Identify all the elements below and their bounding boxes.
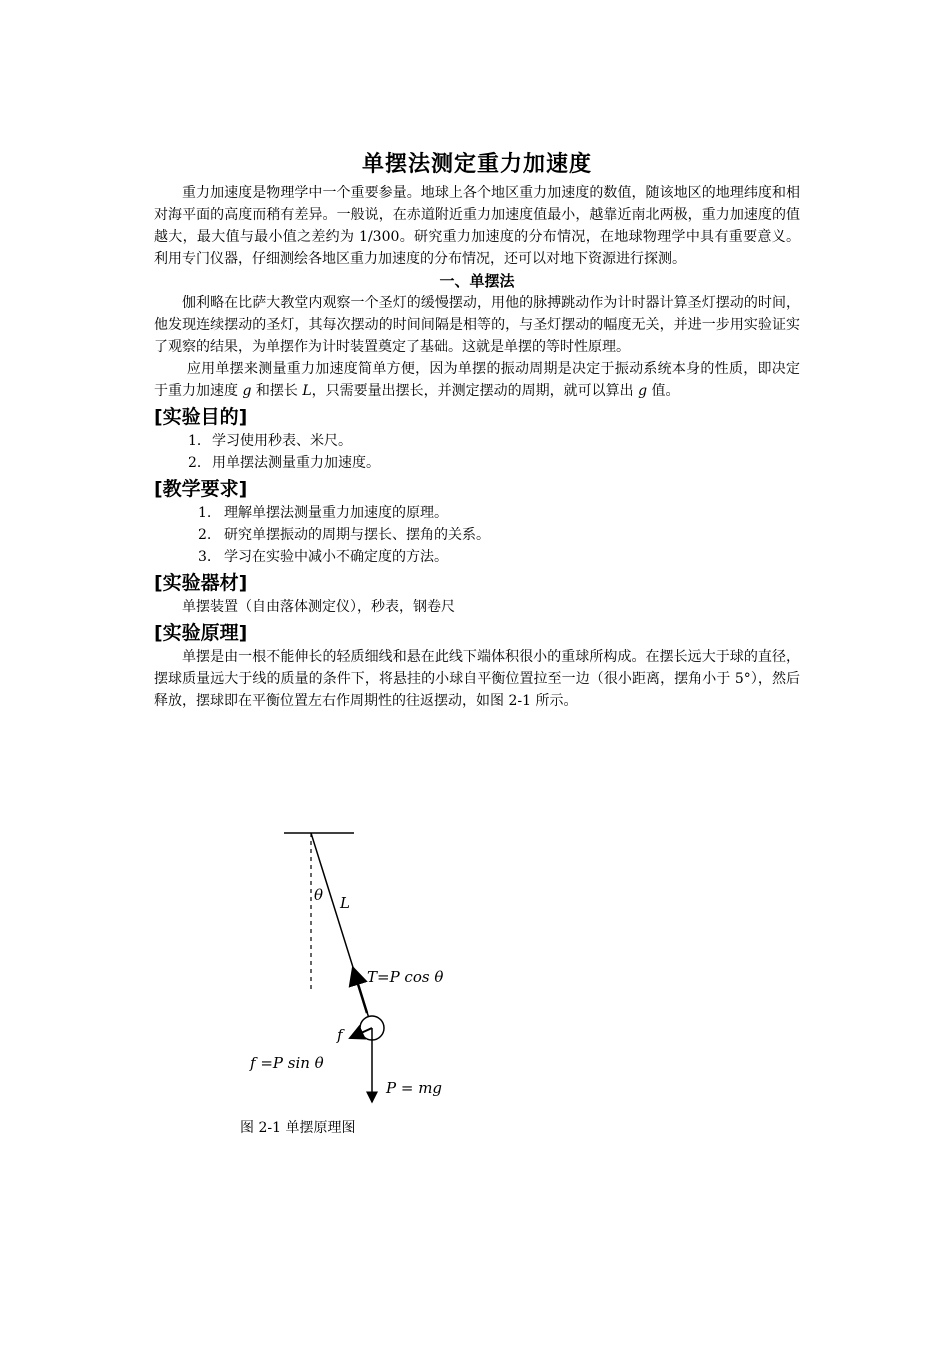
list-text: 用单摆法测量重力加速度。 bbox=[212, 455, 380, 471]
list-item bbox=[154, 524, 800, 546]
application-text-2: 和摆长 bbox=[251, 383, 303, 399]
list-item bbox=[154, 452, 800, 474]
list-text: 学习使用秒表、米尺。 bbox=[212, 433, 352, 449]
subheading-pendulum-method: 一、单摆法 bbox=[439, 272, 515, 290]
section-heading-purpose: [实验目的] bbox=[154, 406, 248, 428]
length-label: L bbox=[340, 894, 350, 912]
tension-label: T=P cos θ bbox=[367, 968, 444, 986]
section-heading-equipment: [实验器材] bbox=[154, 572, 248, 594]
section-heading-requirements: [教学要求] bbox=[154, 478, 248, 500]
purpose-list bbox=[154, 430, 800, 474]
application-text-1: 应用单摆来测量重力加速度简单方便，因为单摆的振动周期是决定于振动系统本身的性质，即决定于重力加速度 bbox=[154, 361, 800, 399]
list-item bbox=[154, 502, 800, 524]
application-text-4: 值。 bbox=[647, 383, 680, 399]
application-paragraph bbox=[154, 358, 800, 402]
equipment-text: 单摆装置（自由落体测定仪），秒表，钢卷尺 bbox=[182, 599, 455, 615]
application-text-3: ，只需要量出摆长，并测定摆动的周期，就可以算出 bbox=[311, 383, 639, 399]
theta-label: θ bbox=[314, 886, 324, 904]
document-page bbox=[154, 150, 800, 712]
list-number: 3. bbox=[198, 549, 212, 565]
list-number: 2． bbox=[188, 455, 211, 471]
var-L: L bbox=[302, 383, 312, 399]
list-item bbox=[154, 430, 800, 452]
list-text: 理解单摆法测量重力加速度的原理。 bbox=[224, 505, 448, 521]
figure-caption: 图 2-1 单摆原理图 bbox=[240, 1120, 356, 1136]
list-item bbox=[154, 546, 800, 568]
intro-paragraph: 重力加速度是物理学中一个重要参量。地球上各个地区重力加速度的数值，随该地区的地理纬度和相对海平面的高度而稍有差异。一般说，在赤道附近重力加速度值最小，越靠近南北两极，重力加速度的值越大，最大值与最小值之差约为 1/300。研究重力加速度的分布情况，在地球物理学中具有重要意义。利用专门仪器，仔细测绘各地区重力加速度的分布情况，还可以对地下资源进行探测。 bbox=[154, 185, 800, 267]
tension-arrow bbox=[353, 968, 367, 1013]
list-number: 2. bbox=[198, 527, 212, 543]
list-number: 1. bbox=[198, 505, 212, 521]
list-text: 研究单摆振动的周期与摆长、摆角的关系。 bbox=[224, 527, 490, 543]
var-g: g bbox=[242, 383, 252, 399]
section-heading-principle: [实验原理] bbox=[154, 622, 248, 644]
list-number: 1． bbox=[188, 433, 211, 449]
page-title: 单摆法测定重力加速度 bbox=[361, 152, 592, 177]
var-g2: g bbox=[638, 383, 648, 399]
list-text: 学习在实验中减小不确定度的方法。 bbox=[224, 549, 448, 565]
galileo-paragraph: 伽利略在比萨大教堂内观察一个圣灯的缓慢摆动，用他的脉搏跳动作为计时器计算圣灯摆动的时间，他发现连续摆动的圣灯，其每次摆动的时间间隔是相等的，与圣灯摆动的幅度无关，并进一步用实验证实了观察的结果，为单摆作为计时装置奠定了基础。这就是单摆的等时性原理。 bbox=[154, 295, 800, 355]
pendulum-diagram bbox=[230, 820, 490, 1150]
requirements-list bbox=[154, 502, 800, 568]
weight-label: P = mg bbox=[386, 1079, 443, 1097]
principle-paragraph: 单摆是由一根不能伸长的轻质细线和悬在此线下端体积很小的重球所构成。在摆长远大于球的直径，摆球质量远大于线的质量的条件下，将悬挂的小球自平衡位置拉至一边（很小距离，摆角小于 5°），然后释放，摆球即在平衡位置左右作周期性的往返摆动，如图 2-1 所示。 bbox=[154, 649, 800, 709]
f-equation-label: f =P sin θ bbox=[250, 1054, 324, 1072]
f-label: f bbox=[337, 1026, 343, 1044]
